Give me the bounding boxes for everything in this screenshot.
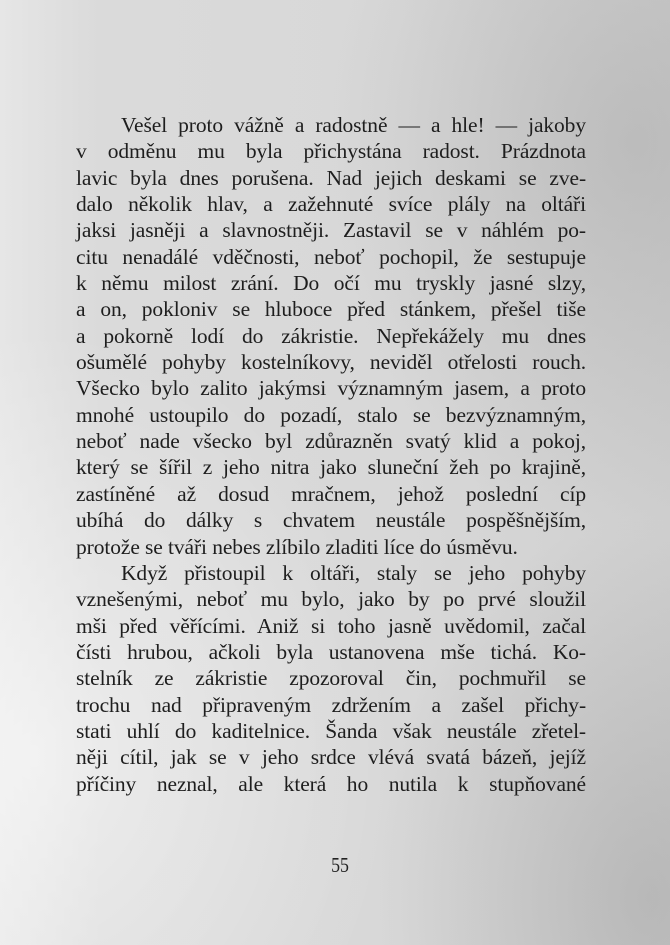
text-line: Vešel proto vážně a radostně — a hle! — jakoby [121,113,586,137]
text-line: ubíhá do dálky s chvatem neustále pospěšnějším, [76,508,586,533]
text-line: a on, pokloniv se hluboce před stánkem, přešel tiše [76,297,586,322]
text-line: stati uhlí do kaditelnice. Šanda však neustále zřetel- [76,718,586,743]
text-line: trochu nad připraveným zdržením a zašel přichy- [76,692,586,717]
text-line: Všecko bylo zalito jakýmsi významným jasem, a proto [76,376,586,401]
text-line: čísti hrubou, ačkoli byla ustanovena mše tichá. Ko- [76,639,586,664]
text-line: mši před věřícími. Aniž si toho jasně uvědomil, začal [76,613,586,638]
text-line: dalo několik hlav, a zažehnuté svíce plály na oltáři [76,192,586,217]
text-line: lavic byla dnes porušena. Nad jejich deskami se zve- [76,165,586,190]
text-line: v odměnu mu byla přichystána radost. Prázdnota [76,139,586,164]
text-line: neboť nade všecko byl zdůrazněn svatý klid a pokoj, [76,429,586,454]
text-line: citu nenadálé vděčnosti, neboť pochopil, že sestupuje [76,244,586,269]
text-line: k němu milost zrání. Do očí mu tryskly jasné slzy, [76,271,586,296]
text-line: protože se tváři nebes zlíbilo zladiti líce do úsměvu. [76,534,518,559]
text-line: příčiny neznal, ale která ho nutila k stupňované [76,771,586,796]
body-text [76,112,586,797]
text-line: který se šířil z jeho nitra jako sluneční žeh po krajině, [76,455,586,480]
text-line: ošumělé pohyby kostelníkovy, neviděl otřelosti rouch. [76,350,586,375]
text-line: a pokorně lodí do zákristie. Nepřekážely mu dnes [76,323,586,348]
text-line: něji cítil, jak se v jeho srdce vlévá svatá bázeň, jejíž [76,745,586,770]
text-line: mnohé ustoupilo do pozadí, stalo se bezvýznamným, [76,402,586,427]
text-line: vznešenými, neboť mu bylo, jako by po prvé sloužil [76,587,586,612]
text-line: stelník ze zákristie zpozoroval čin, pochmuřil se [76,666,586,691]
text-line: zastíněné až dosud mračnem, jehož poslední cíp [76,481,586,506]
text-line: jaksi jasněji a slavnostněji. Zastavil se v náhlém po- [76,218,586,243]
page-number: 55 [331,853,349,877]
text-line: Když přistoupil k oltáři, staly se jeho pohyby [121,560,586,585]
